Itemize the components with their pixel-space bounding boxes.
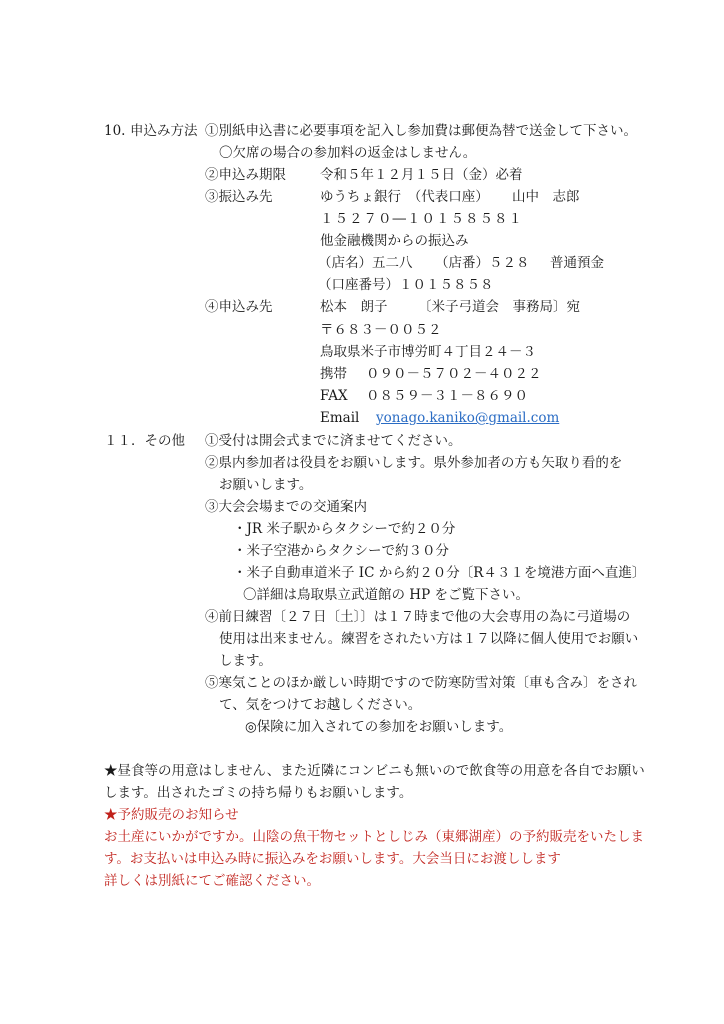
mobile-label: 携帯	[320, 366, 347, 382]
apply-name: 松本 朗子	[320, 299, 388, 315]
bank-line: ゆうちょ銀行 （代表口座）	[320, 189, 489, 205]
section11-item4-line3: します。	[219, 653, 272, 669]
section11-item2-line2: お願いします。	[219, 477, 313, 493]
section11-item3: ③大会会場までの交通案内	[205, 499, 367, 515]
presale-title: ★予約販売のお知らせ	[104, 807, 239, 823]
account-number: １５２７０―１０１５８５８１	[320, 211, 523, 227]
branch-name: （店名）五二八	[318, 255, 413, 271]
account-type: 普通預金	[550, 255, 604, 271]
deadline-value: 令和５年１２月１５日（金）必着	[320, 167, 523, 183]
lunch-note-line2: します。出されたゴミの持ち帰りもお願いします。	[104, 785, 413, 801]
section11-item1: ①受付は開会式までに済ませてください。	[205, 433, 462, 449]
postal-code: 〒６８３－００５２	[320, 322, 442, 338]
section11-heading: １１．その他	[104, 433, 185, 449]
insurance-note: ◎保険に加入されての参加をお願いします。	[245, 719, 513, 735]
section11-item4-line2: 使用は出来ません。練習をされたい方は１７以降に個人使用でお願い	[219, 631, 639, 647]
deadline-label: ②申込み期限	[205, 167, 286, 183]
presale-line3: 詳しくは別紙にてご確認ください。	[104, 873, 320, 889]
other-banks: 他金融機関からの振込み	[320, 233, 469, 249]
section10-item1: ①別紙申込書に必要事項を記入し参加費は郵便為替で送金して下さい。	[205, 123, 637, 139]
transfer-label: ③振込み先	[205, 189, 273, 205]
presale-line2: す。お支払いは申込み時に振込みをお願いします。大会当日にお渡しします	[104, 851, 561, 867]
route-note: 〇詳細は鳥取県立武道館の HP をご覧下さい。	[243, 587, 529, 603]
address: 鳥取県米子市博労町４丁目２４－３	[320, 344, 536, 360]
route-airport: ・米子空港からタクシーで約３０分	[233, 543, 449, 559]
section10-item1-note: 〇欠席の場合の参加料の返金はしません。	[219, 145, 477, 161]
account-number-2: （口座番号）１０１５８５８	[318, 277, 494, 293]
section11-item2-line1: ②県内参加者は役員をお願いします。県外参加者の方も矢取り看的を	[205, 455, 623, 471]
section10-heading: 10.	[104, 123, 126, 139]
section11-item4-line1: ④前日練習〔２７日〔土〕〕は１７時まで他の大会専用の為に弓道場の	[205, 609, 631, 625]
apply-organization: 〔米子弓道会 事務局〕宛	[418, 299, 580, 315]
section11-item5-line2: て、気をつけてお越しください。	[219, 697, 422, 713]
lunch-note-line1: ★昼食等の用意はしません、また近隣にコンビニも無いので飲食等の用意を各自でお願い	[104, 763, 645, 779]
branch-number: （店番）５２８	[435, 255, 530, 271]
section10-title: 申込み方法	[130, 123, 198, 139]
email-link[interactable]: yonago.kaniko@gmail.com	[376, 410, 560, 426]
route-jr-station: ・JR 米子駅からタクシーで約２０分	[233, 521, 456, 537]
presale-line1: お土産にいかがですか。山陰の魚干物セットとしじみ（東郷湖産）の予約販売をいたしま	[104, 829, 644, 845]
route-expressway: ・米子自動車道米子 IC から約２０分〔R４３１を境港方面へ直進〕	[233, 565, 646, 581]
bank-holder: 山中 志郎	[512, 189, 580, 205]
fax-number: ０８５９－３１－８６９０	[366, 388, 528, 404]
apply-label: ④申込み先	[205, 299, 273, 315]
fax-label: FAX	[320, 388, 348, 404]
mobile-number: ０９０－５７０２－４０２２	[366, 366, 542, 382]
section11-item5-line1: ⑤寒気ことのほか厳しい時期ですので防寒防雪対策〔車も含み〕をされ	[205, 675, 637, 691]
email-label: Email	[320, 410, 360, 426]
